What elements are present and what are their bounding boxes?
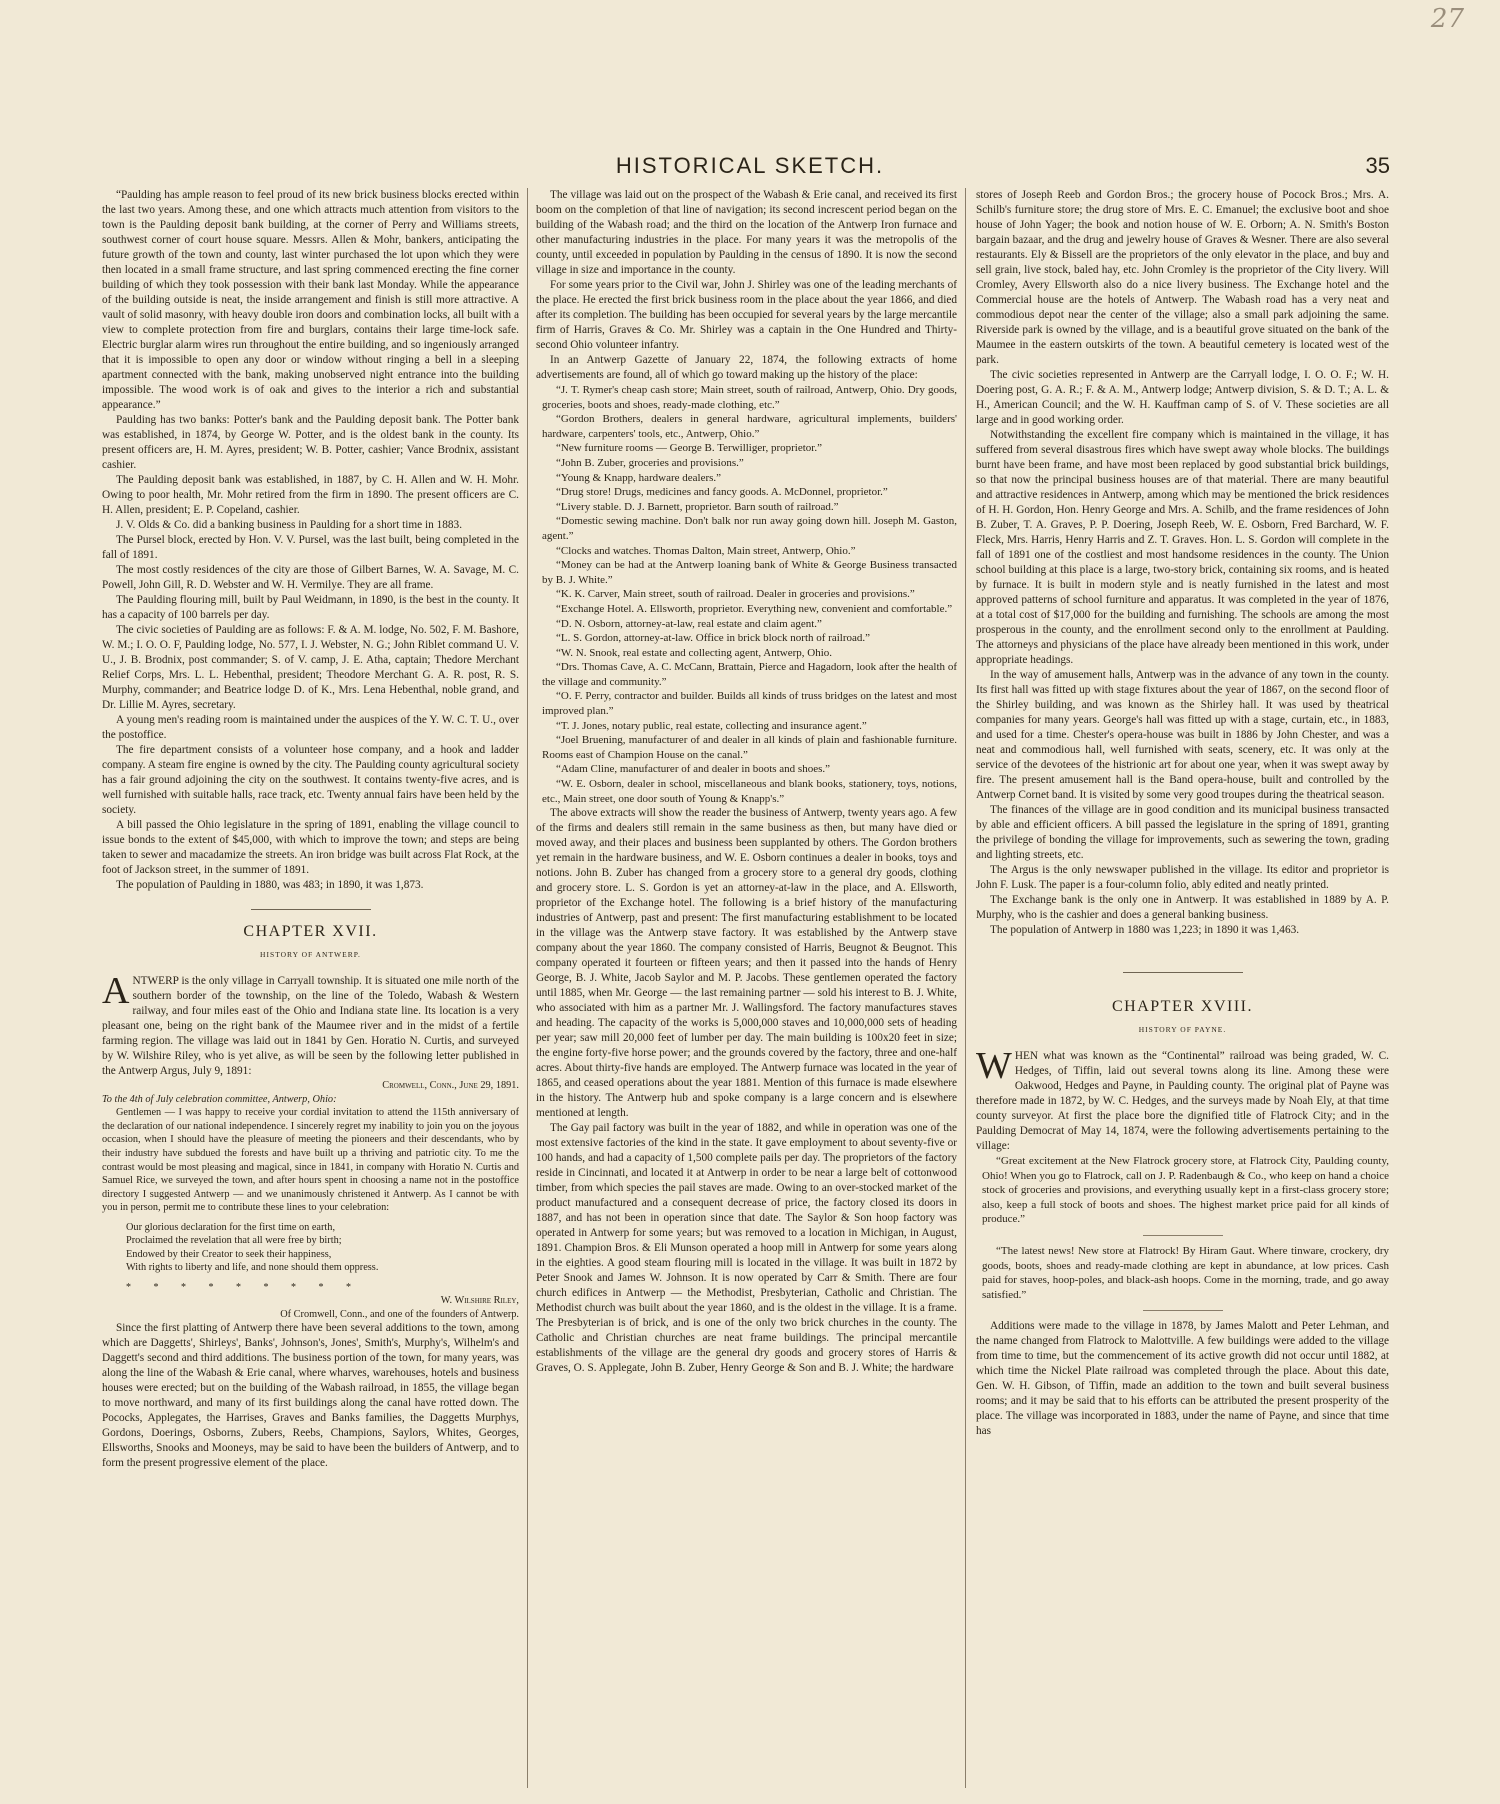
paragraph: Since the first platting of Antwerp there have been several additions to the town, among which are Daggetts', Shirleys', Banks', Johnson's, Jones', Smith's, Murphy's, Wilhelm's and Daggett's second and third additions. The business portion of the town, for many years, was along the line of the Wabash & Erie canal, where wharves, warehouses, hotels and business houses were erected; but on the building of the Wabash railroad, in 1855, the village began to move northward, and many of its first buildings along the canal have rotted down. The Pococks, Applegates, the Harrises, Graves and Banks families, the Daggetts Murphys, Gordons, Doerings, Osborns, Zubers, Reebs, Champions, Saylors, Whites, Georges, Ellsworths, Snooks and Mooneys, may be said to have been the builders of Antwerp, and to form the present progressive element of the place.	[102, 1322, 519, 1470]
advertisement-entry: “L. S. Gordon, attorney-at-law. Office in brick block north of railroad.”	[556, 632, 871, 645]
column-divider	[527, 188, 528, 1788]
paragraph: In the way of amusement halls, Antwerp was in the advance of any town in the county. Its first hall was fitted up with stage fixtures about the year of 1867, on the second floor of the Shirley building, and was known as the Shirley hall. It was used by theatrical companies for many years. George's hall was fitted up with a stage, curtain, etc., in 1883, and used for a time. Chester's opera-house was built in 1886 by John Chester, and was a neat and commodious hall, well furnished with seats, scenery, etc. It was only at the service of the devotees of the histrionic art for about one year, when it was swept away by fire. The present amusement hall is the Band opera-house, built and controlled by the Antwerp Cornet band. It is visited by some very good troupes during the theatrical season.	[976, 669, 1389, 801]
paragraph: The population of Paulding in 1880, was 483; in 1890, it was 1,873.	[116, 879, 424, 891]
advertisement-entry: “T. J. Jones, notary public, real estate, collecting and insurance agent.”	[556, 719, 867, 732]
advertisement-entry: “Drs. Thomas Cave, A. C. McCann, Brattain, Pierce and Hagadorn, look after the health of the village and community.”	[542, 661, 957, 688]
advertisement-entry: “John B. Zuber, groceries and provisions.”	[556, 456, 744, 469]
advertisement-entry: “The latest news! New store at Flatrock! By Hiram Gaut. Where tinware, crockery, dry goods, boots, shoes and ready-made clothing are kept in abundance, at low prices. Cash paid for staves, hoop-poles, and black-ash hoops. Come in the morning, trade, and go away satisfied.”	[982, 1244, 1389, 1301]
section-rule	[1123, 972, 1243, 973]
paragraph: The Pursel block, erected by Hon. V. V. Pursel, was the last built, being completed in the fall of 1891.	[102, 534, 519, 561]
advertisement-entry: “O. F. Perry, contractor and builder. Builds all kinds of truss bridges on the latest and most improved plan.”	[542, 690, 957, 718]
paragraph: Paulding has two banks: Potter's bank and the Paulding deposit bank. The Potter bank was established, in 1874, by George W. Potter, and is the oldest bank in the county. Its present officers are, H. M. Ayres, president; W. B. Potter, cashier; Vance Brodnix, assistant cashier.	[102, 414, 519, 471]
column-divider	[965, 188, 966, 1788]
paragraph: A bill passed the Ohio legislature in the spring of 1891, enabling the village council to issue bonds to the extent of $45,000, with which to improve the town; and steps are being taken to sewer and macadamize the streets. An iron bridge was built across Flat Rock, at the foot of Jackson street, in the summer of 1891.	[102, 819, 519, 876]
advertisement-entry: “New furniture rooms — George B. Terwilliger, proprietor.”	[556, 442, 822, 455]
letter-salutation: To the 4th of July celebration committee, Antwerp, Ohio:	[102, 1093, 337, 1105]
text-column-left	[102, 188, 519, 1798]
page-corner-handwritten-number: 27	[1430, 4, 1464, 34]
text-column-middle	[536, 188, 957, 1798]
poem-line: With rights to liberty and life, and none should them oppress.	[126, 1262, 379, 1274]
chapter-title: CHAPTER XVII.	[243, 923, 378, 940]
separator-rule	[1143, 1235, 1223, 1236]
running-header-title: HISTORICAL SKETCH.	[615, 153, 885, 178]
advertisement-entry: “Domestic sewing machine. Don't balk nor run away going down hill. Joseph M. Gaston, agent.”	[542, 515, 957, 542]
advertisement-entry: “Great excitement at the New Flatrock grocery store, at Flatrock City, Paulding county, Ohio! When you go to Flatrock, call on J. P. Radenbaugh & Co., who keep on hand a choice stock of groceries and provisions, and everything usually kept in a first-class grocery store; also, keep a full stock of boots and shoes. The highest market price paid for all kinds of produce.”	[982, 1155, 1389, 1226]
letter-signature-note: Of Cromwell, Conn., and one of the founders of Antwerp.	[280, 1308, 519, 1320]
advertisement-entry: “Livery stable. D. J. Barnett, proprietor. Barn south of railroad.”	[556, 500, 839, 513]
chapter-title: CHAPTER XVIII.	[1112, 998, 1253, 1015]
advertisement-entry: “Young & Knapp, hardware dealers.”	[556, 471, 722, 484]
ellipsis-stars: * * * * * * * * *	[126, 1281, 361, 1293]
advertisement-entry: “K. K. Carver, Main street, south of railroad. Dealer in groceries and provisions.”	[556, 588, 915, 601]
poem-line: Endowed by their Creator to seek their happiness,	[126, 1248, 332, 1260]
advertisement-entry: “Money can be had at the Antwerp loaning bank of White & George Business transacted by B. J. White.”	[542, 559, 957, 586]
chapter-opening-paragraph	[976, 1045, 1389, 1154]
paragraph: J. V. Olds & Co. did a banking business in Paulding for a short time in 1883.	[116, 519, 463, 531]
page-number: 35	[1365, 153, 1390, 178]
paragraph: The Exchange bank is the only one in Antwerp. It was established in 1889 by A. P. Murphy, who is the cashier and does a general banking business.	[976, 894, 1389, 921]
advertisement-entry: “Adam Cline, manufacturer of and dealer in boots and shoes.”	[556, 763, 830, 776]
separator-rule	[1143, 1310, 1223, 1311]
chapter-subtitle: HISTORY OF PAYNE.	[1138, 1025, 1227, 1034]
paragraph: In an Antwerp Gazette of January 22, 1874, the following extracts of home advertisements are found, all of which go toward making up the history of the place:	[536, 354, 957, 381]
paragraph: The population of Antwerp in 1880 was 1,223; in 1890 it was 1,463.	[990, 924, 1300, 936]
paragraph: The finances of the village are in good condition and its municipal business transacted by able and efficient officers. A bill passed the legislature in the spring of 1891, granting the privilege of bonding the village for improvements, such as sewering the town, grading and lighting streets, etc.	[976, 804, 1389, 861]
paragraph: The above extracts will show the reader the business of Antwerp, twenty years ago. A few of the firms and dealers still remain in the same business as then, but many have died or moved away, and their places and business been supplanted by others. The Gordon brothers yet remain in the hardware business, and W. E. Osborn continues a dealer in books, toys and notions. John B. Zuber has changed from a grocery store to a general dry goods, clothing and grocery store. L. S. Gordon is yet an attorney-at-law in the place, and A. Ellsworth, proprietor of the Exchange hotel. The following is a brief history of the manufacturing industries of Antwerp, past and present: The first manufacturing establishment to be located in the village was the Antwerp stave factory. It was established by the Antwerp stave company about the year 1860. The company consisted of Harris, Beugnot & Beugnot. This company operated it fourteen or fifteen years; and then it passed into the hands of Henry George, B. J. White, Jacob Saylor and M. P. Jacobs. These gentlemen operated the factory until 1885, when Mr. George — the last remaining partner — sold his interest to B. J. White, who associated with him as a partner Mr. J. Wallingsford. The factory manufactures staves and heading. The capacity of the works is 5,000,000 staves and 10,000,000 sets of heading per year; saw mill 20,000 feet of lumber per day. The main building is 100x20 feet in size; the engine forty-five horse power; and the grounds covered by the factory, three and one-half acres. About thirty-five hands are employed. The Antwerp furnace was located in the year of 1865, and ceased operations about the year 1881. Mention of this furnace is made elsewhere in the history. The Antwerp hub and spoke company is a large concern and is elsewhere mentioned at length.	[536, 807, 957, 1120]
paragraph: The most costly residences of the city are those of Gilbert Barnes, W. A. Savage, M. C. Powell, John Gill, R. D. Webster and W. H. Vermilye. They are all frame.	[102, 564, 519, 591]
paragraph-text: HEN what was known as the “Continental” railroad was being graded, W. C. Hedges, of Tiffin, laid out several towns along its line. Among these were Oakwood, Hedges and Payne, in Paulding county. The original plat of Payne was therefore made in 1872, by W. C. Hedges, and the surveys made by Noah Ely, at that time county surveyor. At first the place bore the dignified title of Flatrock City; and in the Paulding Democrat of May 14, 1874, were the following advertisements pertaining to the village:	[976, 1050, 1389, 1152]
letter-dateline: Cromwell, Conn., June 29, 1891.	[382, 1080, 519, 1091]
poem-line: Our glorious declaration for the first time on earth,	[126, 1221, 336, 1233]
paragraph-text: NTWERP is the only village in Carryall township. It is situated one mile north of the southern border of the township, on the line of the Toledo, Wabash & Western railway, and four miles east of the Ohio and Indiana state line. Its location is a very pleasant one, being on the right bank of the Maumee river and in the midst of a fertile farming region. The village was laid out in 1841 by Gen. Horatio N. Curtis, and surveyed by W. Wilshire Riley, who is yet alive, as will be seen by the following letter published in the Antwerp Argus, July 9, 1891:	[102, 975, 519, 1077]
paragraph: The village was laid out on the prospect of the Wabash & Erie canal, and received its first boom on the completion of that line of navigation; its second increscent period began on the building of the Wabash road; and the third on the location of the Antwerp Iron furnace and other manufacturing industries in the place. For many years it was the metropolis of the county, until exceeded in population by Paulding in the census of 1890. It is now the second village in size and importance in the county.	[536, 189, 957, 276]
advertisement-entry: “W. E. Osborn, dealer in school, miscellaneous and blank books, stationery, toys, notions, etc., Main street, one door south of Young & Knapp's.”	[542, 778, 957, 805]
drop-cap: A	[102, 970, 130, 1012]
section-rule	[251, 909, 371, 910]
advertisement-entry: “Joel Bruening, manufacturer of and dealer in all kinds of plain and fashionable furniture. Rooms east of Champion House on the canal.”	[542, 734, 957, 761]
advertisement-entry: “D. N. Osborn, attorney-at-law, real estate and claim agent.”	[556, 617, 822, 630]
paragraph: The fire department consists of a volunteer hose company, and a hook and ladder company. A steam fire engine is owned by the city. The Paulding county agricultural society has a fair ground adjoining the city on the southwest. It contains twenty-five acres, and is well furnished with suitable halls, race track, etc. Twenty annual fairs have been held by the society.	[102, 744, 519, 816]
letter-body: Gentlemen — I was happy to receive your cordial invitation to attend the 115th anniversary of the declaration of our national independence. I sincerely regret my inability to join you on the joyous occasion, when I should have the pleasure of meeting the pioneers and their descendants, who by their industry have subdued the forests and have built up a thriving and patriotic city. To me the contrast would be most pleasing and magical, since in 1841, in company with Horatio N. Curtis and Samuel Rice, we surveyed the town, and after hours spent in choosing a name not in the postoffice directory I suggested Antwerp — and we unanimously christened it Antwerp. As I cannot be with you in person, permit me to contribute these lines to your celebration:	[102, 1107, 519, 1214]
chapter-opening-paragraph	[102, 970, 519, 1079]
paragraph: The Argus is the only newswaper published in the village. Its editor and proprietor is John F. Lusk. The paper is a four-column folio, ably edited and neatly printed.	[976, 864, 1389, 891]
paragraph: “Paulding has ample reason to feel proud of its new brick business blocks erected within the last two years. Among these, and one which attracts much attention from visitors to the town is the Paulding deposit bank building, at the corner of Perry and Williams streets, southwest corner of court house square. Messrs. Allen & Mohr, bankers, anticipating the future growth of the town and county, last winter purchased the lot upon which they were then located in a small frame structure, and last spring commenced erecting the fine corner building of which they took possession with their bank last Monday. While the appearance of the building outside is neat, the inside arrangement and finish is still more attractive. A vault of solid masonry, with heavy double iron doors and combination locks, all built with a view to complete protection from fire and burglars, contains their large time-lock safe. Electric burglar alarm wires run throughout the entire building, and so ingeniously arranged that it is impossible to open any door or window without ringing a bell in a sleeping apartment connected with the bank, making unobserved night entrance into the building impossible. The wood work is of oak and gives to the interior a rich and substantial appearance.”	[102, 189, 519, 411]
paragraph: The Gay pail factory was built in the year of 1882, and while in operation was one of the most extensive factories of the kind in the state. It gave employment to about seventy-five or 100 hands, and had a capacity of 1,500 complete pails per day. The proprietors of the factory reside in Cincinnati, and located it at Antwerp in order to be near a large belt of cottonwood timber, from which species the pail staves are made. Owing to an over-stocked market of the product manufactured and a consequent decrease of price, the factory closed its doors in 1887, and has not been in operation since that date. The Saylor & Son hoop factory was operated in Antwerp for some years; but was removed to a location in Michigan, in August, 1891. Champion Bros. & Eli Munson operated a hoop mill in Antwerp for some years along in the eighties. A good steam flouring mill is located in the village. It was built in 1872 by Peter Snook and James W. Johnson. It is now operated by Carr & Smith. There are four church edifices in Antwerp — the Methodist, Presbyterian, Catholic and Christian. The Methodist church was built about the year 1860, and is the oldest in the village. It is a frame. The Presbyterian is of brick, and is one of the only two brick churches in the county. The Catholic and Christian churches are neat frame buildings. The principal mercantile establishments of the village are the general dry goods and grocery stores of Harris & Graves, O. S. Applegate, John B. Zuber, Henry George & Son and B. J. White; the hardware	[536, 1122, 957, 1375]
paragraph: Notwithstanding the excellent fire company which is maintained in the village, it has suffered from several disastrous fires which have swept away whole blocks. The buildings burnt have been frame, and have most been replaced by good substantial brick buildings, so that now the principal business houses are of that material. There are many beautiful and attractive residences in Antwerp, among which may be mentioned the brick residences of H. H. Gordon, Hon. Henry George and Mrs. A. Schilb, and the frame residences of John B. Zuber, T. A. Graves, P. P. Doering, Joseph Reeb, W. E. Osborn, Fred Barchard, W. F. Fleck, Mrs. Harris, Henry Harris and Z. T. Graves. Hon. L. S. Gordon will complete in the fall of 1891 one of the costliest and most handsome residences in the county. The Union school building at this place is a large, two-story brick, containing six rooms, and is heated by furnace. It is built in modern style and is neatly furnished in the latest and most approved patterns of school furniture and apparatus. It was completed in the year of 1876, at a total cost of $17,000 for the building and furnishing. The schools are among the most prosperous in the county, and the enrollment second only to the enrollment at Paulding. The attorneys and physicians of the place have already been mentioned in this work, under appropriate headings.	[976, 429, 1389, 666]
paragraph: stores of Joseph Reeb and Gordon Bros.; the grocery house of Pocock Bros.; Mrs. A. Schilb's furniture store; the drug store of Mrs. E. C. Emanuel; the exclusive boot and shoe house of John Yager; the book and notion house of W. E. Orborn; A. N. Smith's Boston bargain bazaar, and the drug and jewelry house of Graves & Wesner. There are also several restaurants. Ely & Bissell are the proprietors of the only elevator in the place, and buy and sell grain, live stock, baled hay, etc. John Cromley is the proprietor of the City livery. Will Cromley, Avery Ellsworth also do a nice livery business. The Exchange hotel and the Commercial house are the hotels of Antwerp. The Wabash road has a very neat and commodious depot near the center of the village; also a small park adjoining the same. Riverside park is owned by the village, and is a beautiful grove situated on the bank of the Maumee in the eastern outskirts of the town. A beautiful cemetery is located west of the park.	[976, 189, 1389, 366]
advertisement-entry: “Exchange Hotel. A. Ellsworth, proprietor. Everything new, convenient and comfortable.”	[556, 602, 953, 615]
paragraph: The civic societies represented in Antwerp are the Carryall lodge, I. O. O. F.; W. H. Doering post, G. A. R.; F. & A. M., Antwerp lodge; Antwerp division, S. & D. T.; A. L. & H., American Council; and the W. H. Kauffman camp of S. of V. These societies are all large and in good working order.	[976, 369, 1389, 426]
advertisement-entry: “J. T. Rymer's cheap cash store; Main street, south of railroad, Antwerp, Ohio. Dry goods, groceries, boots and shoes, ready-made clothing, etc.”	[542, 384, 957, 411]
advertisement-entry: “Drug store! Drugs, medicines and fancy goods. A. McDonnel, proprietor.”	[556, 486, 888, 499]
chapter-subtitle: HISTORY OF ANTWERP.	[260, 950, 361, 959]
poem	[126, 1221, 519, 1275]
poem-line: Proclaimed the revelation that all were free by birth;	[126, 1235, 342, 1247]
quoted-letter	[102, 1079, 519, 1321]
paragraph: A young men's reading room is maintained under the auspices of the Y. W. C. T. U., over the postoffice.	[102, 714, 519, 741]
paragraph: The Paulding flouring mill, built by Paul Weidmann, in 1890, is the best in the county. It has a capacity of 100 barrels per day.	[102, 594, 519, 621]
advertisement-entry: “Clocks and watches. Thomas Dalton, Main street, Antwerp, Ohio.”	[556, 544, 856, 557]
advertisement-entry: “Gordon Brothers, dealers in general hardware, agricultural implements, builders' hardware, carpenters' tools, etc., Antwerp, Ohio.”	[542, 413, 957, 440]
paragraph: The civic societies of Paulding are as follows: F. & A. M. lodge, No. 502, F. M. Bashore, W. M.; I. O. O. F, Paulding lodge, No. 577, I. J. Webster, N. G.; John Riblet command U. V. U., J. B. Brodnix, post commander; S. of V. camp, J. E. Atha, captain; Thedore Merchant Relief Corps, Mrs. L. L. Hebenthal, president; Theodore Merchant G. A. R. post, R. S. Murphy, commander; and Beatrice lodge D. of K., Mrs. Lena Hebenthal, noble grand, and Dr. Lillie M. Ayres, secretary.	[102, 624, 519, 711]
drop-cap: W	[976, 1045, 1012, 1087]
paragraph: For some years prior to the Civil war, John J. Shirley was one of the leading merchants of the place. He erected the first brick business room in the place about the year 1866, and died after its completion. The building has been occupied for several years by the large mercantile firm of Harris, Graves & Co. Mr. Shirley was a captain in the One Hundred and Thirty-second Ohio volunteer infantry.	[536, 279, 957, 351]
letter-signature: W. Wilshire Riley,	[440, 1295, 519, 1307]
paragraph: Additions were made to the village in 1878, by James Malott and Peter Lehman, and the name changed from Flatrock to Malottville. A few buildings were added to the village from time to time, but the commencement of its active growth did not occur until 1882, at which time the Nickel Plate railroad was completed through the place. About this date, Gen. W. H. Gibson, of Tiffin, made an addition to the town and built several business rooms; and it may be said that to his efforts can be attributed the present prosperity of the place. The village was incorporated in 1883, under the name of Payne, and since that time has	[976, 1320, 1389, 1438]
paragraph: The Paulding deposit bank was established, in 1887, by C. H. Allen and W. H. Mohr. Owing to poor health, Mr. Mohr retired from the firm in 1890. The present officers are C. H. Allen, president; E. P. Copeland, cashier.	[102, 474, 519, 516]
advertisement-entry: “W. N. Snook, real estate and collecting agent, Antwerp, Ohio.	[556, 646, 833, 659]
text-column-right	[976, 188, 1389, 1798]
advertisement-list	[542, 383, 957, 806]
